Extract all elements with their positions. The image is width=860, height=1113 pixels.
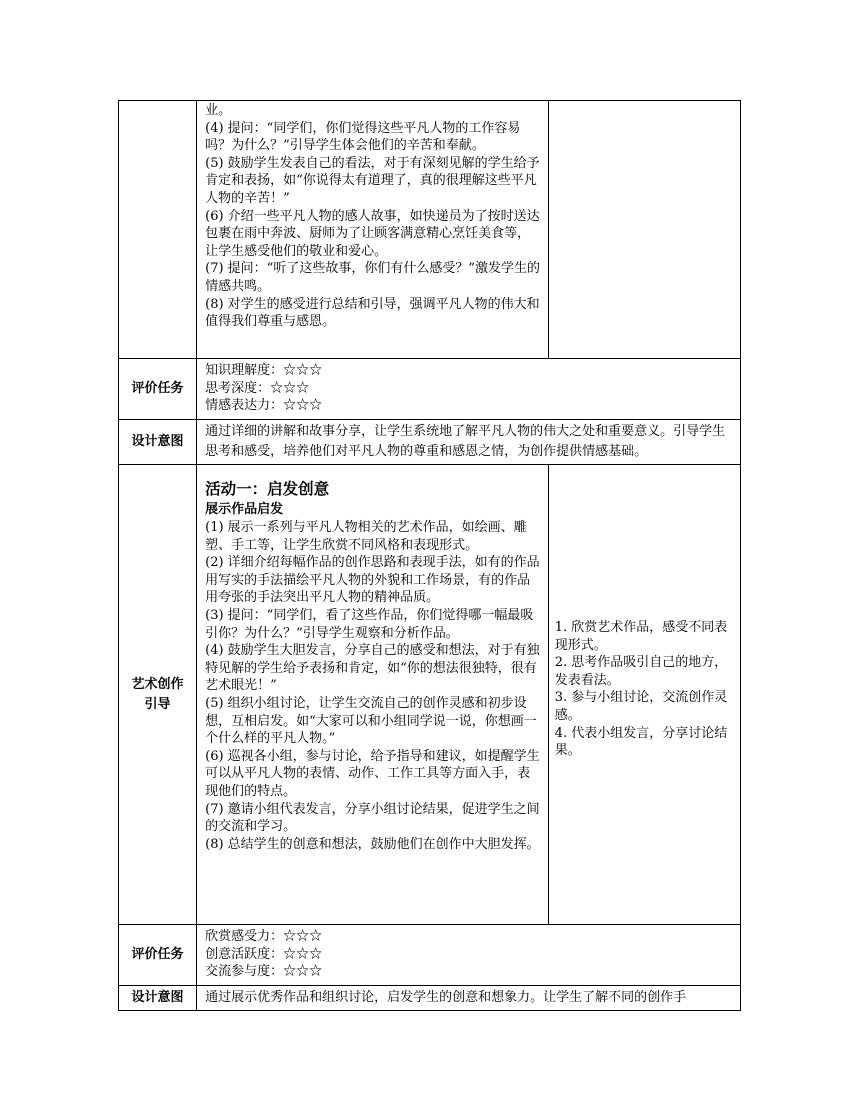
eval-content-2 [197,925,741,986]
eval-label-1: 评价任务 [119,359,197,420]
eval-item: 创意活跃度：☆☆☆ [205,946,323,962]
continuation-line: (7) 提问：“听了这些故事，你们有什么感受？”激发学生的情感共鸣。 [205,261,540,294]
eval-item: 情感表达力：☆☆☆ [205,398,323,413]
design-text-1: 通过详细的讲解和故事分享，让学生系统地了解平凡人物的伟大之处和重要意义。引导学生思考和感受，培养他们对平凡人物的尊重和感恩之情，为创作提供情感基础。 [197,420,741,465]
art-row [119,465,741,925]
art-line: (5) 组织小组讨论，让学生交流自己的创作灵感和初步设想，互相启发。如“大家可以和小组同学说一说，你想画一个什么样的平凡人物。” [205,695,537,747]
eval-row-2 [119,925,741,986]
art-line: (4) 鼓励学生大胆发言，分享自己的感受和想法，对于有独特见解的学生给予表扬和肯定，如“你的想法很独特，很有艺术眼光！” [205,643,540,694]
student-note: 1. 欣赏艺术作品，感受不同表现形式。 [554,620,728,653]
student-notes-cell [548,465,740,925]
design-text-2: 通过展示优秀作品和组织讨论，启发学生的创意和想象力。让学生了解不同的创作手 [197,986,741,1011]
art-label-line1: 艺术创作 [131,676,184,692]
eval-row-1 [119,359,741,420]
eval-item: 交流参与度：☆☆☆ [205,964,323,979]
art-line: (7) 邀请小组代表发言，分享小组讨论结果，促进学生之间的交流和学习。 [205,801,540,835]
eval-item: 欣赏感受力：☆☆☆ [205,929,323,944]
continuation-content-cell [197,101,549,359]
continuation-label-cell [119,101,197,359]
art-line: (8) 总结学生的创意和想法，鼓励他们在创作中大胆发挥。 [205,836,540,852]
continuation-line: (5) 鼓励学生发表自己的看法，对于有深刻见解的学生给予肯定和表扬，如“你说得太有道理了，真的很理解这些平凡人物的辛苦！” [205,155,540,206]
continuation-line: (6) 介绍一些平凡人物的感人故事，如快递员为了按时送达包裹在雨中奔波、厨师为了让顾客满意精心烹饪美食等，让学生感受他们的敬业和爱心。 [205,208,540,259]
art-line: (2) 详细介绍每幅作品的创作思路和表现手法，如有的作品用写实的手法描绘平凡人物的外貌和工作场景，有的作品用夸张的手法突出平凡人物的精神品质。 [205,555,540,606]
design-row-1 [119,420,741,465]
design-label-1: 设计意图 [119,420,197,465]
activity-subtitle: 展示作品启发 [205,502,284,517]
art-label [119,465,197,925]
art-line: (1) 展示一系列与平凡人物相关的艺术作品，如绘画、雕塑、手工等，让学生欣赏不同风格和表现形式。 [205,520,527,553]
lesson-plan-table [118,100,741,1011]
continuation-line: 业。 [205,103,232,118]
student-note: 3. 参与小组讨论，交流创作灵感。 [554,690,728,723]
student-note: 2. 思考作品吸引自己的地方，发表看法。 [554,655,728,688]
student-note: 4. 代表小组发言，分享讨论结果。 [554,725,728,759]
design-row-2 [119,986,741,1011]
continuation-notes-cell [548,101,740,359]
eval-content-1 [197,359,741,420]
eval-label-2: 评价任务 [119,925,197,986]
continuation-line: (4) 提问：“同学们，你们觉得这些平凡人物的工作容易吗？为什么？”引导学生体会他们的辛苦和奉献。 [205,120,521,154]
art-content-cell [197,465,549,925]
continuation-line: (8) 对学生的感受进行总结和引导，强调平凡人物的伟大和值得我们尊重与感恩。 [205,296,540,330]
eval-item: 知识理解度：☆☆☆ [205,363,323,378]
continuation-row [119,101,741,359]
art-label-line2: 引导 [144,696,171,712]
activity-title: 活动一：启发创意 [205,480,330,498]
art-line: (3) 提问：“同学们，看了这些作品，你们觉得哪一幅最吸引你？为什么？”引导学生观察和分析作品。 [205,607,534,641]
art-line: (6) 巡视各小组，参与讨论，给予指导和建议，如提醒学生可以从平凡人物的表情、动作、工作工具等方面入手，表现他们的特点。 [205,748,540,799]
design-label-2: 设计意图 [119,986,197,1011]
eval-item: 思考深度：☆☆☆ [205,380,310,396]
